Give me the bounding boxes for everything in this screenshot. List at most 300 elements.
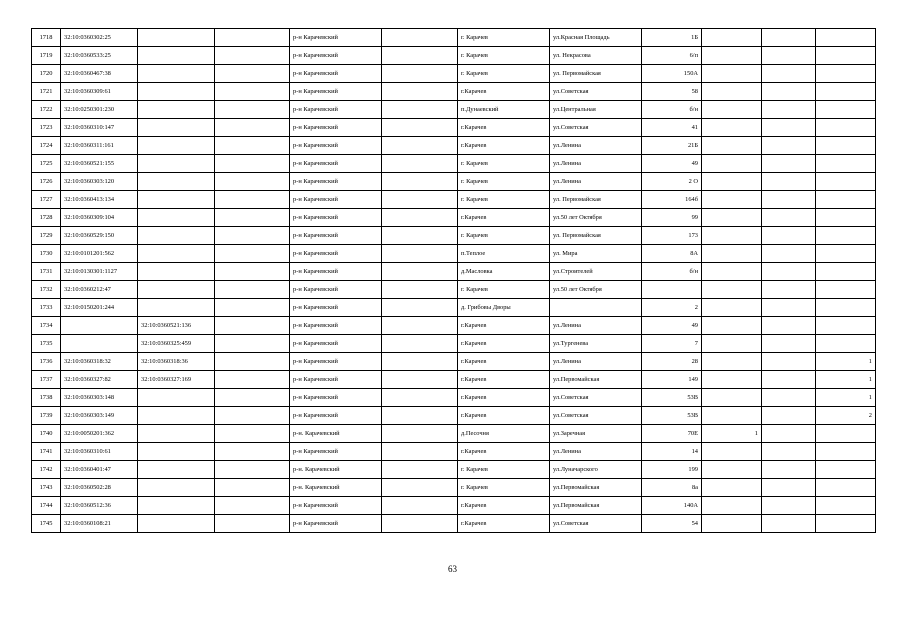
cell-row-number: 1743 bbox=[32, 479, 61, 497]
table-row bbox=[32, 47, 876, 65]
table-row bbox=[32, 371, 876, 389]
cell-cadastral-number: 32:10:0360318:32 bbox=[61, 353, 138, 371]
cell-house: 41 bbox=[642, 119, 702, 137]
cell-row-number: 1726 bbox=[32, 173, 61, 191]
cell-street: ул.Первомайская bbox=[550, 371, 642, 389]
cell-cadastral-number-alt bbox=[138, 119, 215, 137]
registry-table-body bbox=[32, 29, 876, 533]
cell-value-c bbox=[816, 191, 876, 209]
cell-value-a bbox=[702, 245, 762, 263]
cell-settlement: г. Карачев bbox=[458, 47, 550, 65]
cell-settlement: г.Карачев bbox=[458, 335, 550, 353]
table-row bbox=[32, 227, 876, 245]
cell-district: р-н. Карачевский bbox=[290, 479, 382, 497]
cell-cadastral-number-alt bbox=[138, 389, 215, 407]
cell-value-b bbox=[762, 425, 816, 443]
cell-value-a bbox=[702, 47, 762, 65]
cell-value-c bbox=[816, 209, 876, 227]
cell-house: 70Е bbox=[642, 425, 702, 443]
cell-street: ул. Первомайская bbox=[550, 191, 642, 209]
cell-empty-col bbox=[215, 191, 290, 209]
cell-district: р-н Карачевский bbox=[290, 47, 382, 65]
cell-empty-col bbox=[215, 119, 290, 137]
cell-cadastral-number: 32:10:0360309:61 bbox=[61, 83, 138, 101]
cell-house: 164б bbox=[642, 191, 702, 209]
cell-house: 140А bbox=[642, 497, 702, 515]
cell-value-a bbox=[702, 227, 762, 245]
cell-cadastral-number-alt bbox=[138, 497, 215, 515]
cell-district: р-н Карачевский bbox=[290, 101, 382, 119]
cell-empty-col-2 bbox=[382, 83, 458, 101]
cell-settlement: г. Карачев bbox=[458, 479, 550, 497]
cell-district: р-н Карачевский bbox=[290, 515, 382, 533]
cell-empty-col-2 bbox=[382, 65, 458, 83]
cell-value-b bbox=[762, 47, 816, 65]
table-row bbox=[32, 425, 876, 443]
cell-district: р-н Карачевский bbox=[290, 119, 382, 137]
cell-settlement: г.Карачев bbox=[458, 119, 550, 137]
cell-district: р-н Карачевский bbox=[290, 245, 382, 263]
cell-empty-col bbox=[215, 173, 290, 191]
cell-cadastral-number: 32:10:0360303:120 bbox=[61, 173, 138, 191]
cell-district: р-н Карачевский bbox=[290, 497, 382, 515]
table-row bbox=[32, 263, 876, 281]
cell-value-c bbox=[816, 299, 876, 317]
cell-house: б/н bbox=[642, 263, 702, 281]
cell-value-a bbox=[702, 317, 762, 335]
table-row bbox=[32, 191, 876, 209]
cell-value-c bbox=[816, 281, 876, 299]
cell-cadastral-number: 32:10:0360327:82 bbox=[61, 371, 138, 389]
cell-empty-col-2 bbox=[382, 443, 458, 461]
page-number: 63 bbox=[448, 564, 457, 574]
cell-street: ул.Первомайская bbox=[550, 497, 642, 515]
cell-settlement: г.Карачев bbox=[458, 371, 550, 389]
cell-district: р-н Карачевский bbox=[290, 317, 382, 335]
cell-row-number: 1721 bbox=[32, 83, 61, 101]
cell-empty-col bbox=[215, 497, 290, 515]
cell-empty-col bbox=[215, 299, 290, 317]
cell-value-a bbox=[702, 407, 762, 425]
cell-district: р-н Карачевский bbox=[290, 173, 382, 191]
table-row bbox=[32, 443, 876, 461]
cell-house: 149 bbox=[642, 371, 702, 389]
cell-settlement: г. Карачев bbox=[458, 173, 550, 191]
cell-district: р-н Карачевский bbox=[290, 443, 382, 461]
cell-cadastral-number-alt bbox=[138, 101, 215, 119]
cell-value-b bbox=[762, 371, 816, 389]
cell-value-b bbox=[762, 209, 816, 227]
cell-cadastral-number bbox=[61, 317, 138, 335]
cell-house: 99 bbox=[642, 209, 702, 227]
cell-empty-col-2 bbox=[382, 29, 458, 47]
cell-value-c bbox=[816, 317, 876, 335]
cell-value-a bbox=[702, 101, 762, 119]
cell-empty-col-2 bbox=[382, 281, 458, 299]
cell-street: ул.Ленина bbox=[550, 155, 642, 173]
cell-cadastral-number-alt bbox=[138, 461, 215, 479]
table-row bbox=[32, 83, 876, 101]
cell-district: р-н Карачевский bbox=[290, 371, 382, 389]
cell-street: ул.Советская bbox=[550, 407, 642, 425]
cell-row-number: 1744 bbox=[32, 497, 61, 515]
table-row bbox=[32, 101, 876, 119]
cell-house: б/н bbox=[642, 101, 702, 119]
cell-cadastral-number: 32:10:0360302:25 bbox=[61, 29, 138, 47]
cell-street: ул.50 лет Октября bbox=[550, 281, 642, 299]
cell-house: 2 bbox=[642, 299, 702, 317]
cell-value-b bbox=[762, 407, 816, 425]
table-row bbox=[32, 173, 876, 191]
cell-street: ул.Ленина bbox=[550, 443, 642, 461]
cell-row-number: 1734 bbox=[32, 317, 61, 335]
cell-street: ул.50 лет Октября bbox=[550, 209, 642, 227]
cell-house: 2 О bbox=[642, 173, 702, 191]
cell-street: ул.Красная Площадь bbox=[550, 29, 642, 47]
cell-value-a bbox=[702, 389, 762, 407]
cell-street: ул.Советская bbox=[550, 389, 642, 407]
cell-district: р-н Карачевский bbox=[290, 227, 382, 245]
cell-settlement: г.Карачев bbox=[458, 407, 550, 425]
table-row bbox=[32, 299, 876, 317]
cell-value-a bbox=[702, 461, 762, 479]
table-row bbox=[32, 209, 876, 227]
cell-house: 14 bbox=[642, 443, 702, 461]
cell-settlement: г.Карачев bbox=[458, 389, 550, 407]
cell-cadastral-number: 32:10:0360533:25 bbox=[61, 47, 138, 65]
cell-empty-col-2 bbox=[382, 335, 458, 353]
cell-settlement: г. Карачев bbox=[458, 29, 550, 47]
cell-value-b bbox=[762, 101, 816, 119]
cell-value-c bbox=[816, 443, 876, 461]
table-row bbox=[32, 389, 876, 407]
cell-cadastral-number: 32:10:0360512:36 bbox=[61, 497, 138, 515]
cell-row-number: 1740 bbox=[32, 425, 61, 443]
cell-house: 8а bbox=[642, 479, 702, 497]
cell-cadastral-number-alt bbox=[138, 425, 215, 443]
cell-row-number: 1718 bbox=[32, 29, 61, 47]
cell-value-a bbox=[702, 515, 762, 533]
cell-empty-col bbox=[215, 317, 290, 335]
cell-row-number: 1736 bbox=[32, 353, 61, 371]
cell-cadastral-number: 32:10:0250301:230 bbox=[61, 101, 138, 119]
cell-settlement: г. Карачев bbox=[458, 155, 550, 173]
cell-empty-col bbox=[215, 425, 290, 443]
cell-value-a bbox=[702, 443, 762, 461]
cell-value-a bbox=[702, 29, 762, 47]
cell-value-a bbox=[702, 65, 762, 83]
cell-empty-col bbox=[215, 389, 290, 407]
cell-cadastral-number: 32:10:0360303:148 bbox=[61, 389, 138, 407]
cell-street: ул.Ленина bbox=[550, 173, 642, 191]
cell-value-a bbox=[702, 479, 762, 497]
cell-empty-col-2 bbox=[382, 353, 458, 371]
cell-cadastral-number-alt bbox=[138, 263, 215, 281]
cell-value-a bbox=[702, 137, 762, 155]
cell-value-b bbox=[762, 515, 816, 533]
cell-cadastral-number: 32:10:0050201:362 bbox=[61, 425, 138, 443]
cell-empty-col bbox=[215, 443, 290, 461]
cell-empty-col bbox=[215, 83, 290, 101]
cell-cadastral-number: 32:10:0360309:104 bbox=[61, 209, 138, 227]
cell-value-c bbox=[816, 119, 876, 137]
cell-value-a bbox=[702, 191, 762, 209]
cell-street: ул.Луначарского bbox=[550, 461, 642, 479]
cell-empty-col-2 bbox=[382, 119, 458, 137]
cell-district: р-н. Карачевский bbox=[290, 461, 382, 479]
cell-value-c bbox=[816, 83, 876, 101]
cell-empty-col bbox=[215, 263, 290, 281]
cell-street: ул. Первомайская bbox=[550, 65, 642, 83]
cell-street: ул. Некрасова bbox=[550, 47, 642, 65]
cell-cadastral-number-alt: 32:10:0360521:136 bbox=[138, 317, 215, 335]
cell-cadastral-number-alt bbox=[138, 479, 215, 497]
cell-cadastral-number: 32:10:0360303:149 bbox=[61, 407, 138, 425]
cell-empty-col-2 bbox=[382, 227, 458, 245]
cell-settlement: г.Карачев bbox=[458, 443, 550, 461]
cell-house: 53В bbox=[642, 389, 702, 407]
cell-empty-col-2 bbox=[382, 173, 458, 191]
table-row bbox=[32, 119, 876, 137]
cell-cadastral-number: 32:10:0360529:150 bbox=[61, 227, 138, 245]
cell-house: 49 bbox=[642, 317, 702, 335]
cell-street: ул.Советская bbox=[550, 515, 642, 533]
cell-value-c: 1 bbox=[816, 371, 876, 389]
cell-empty-col-2 bbox=[382, 407, 458, 425]
cell-value-a bbox=[702, 119, 762, 137]
cell-value-a bbox=[702, 335, 762, 353]
cell-street: ул.Ленина bbox=[550, 317, 642, 335]
cell-settlement: г.Карачев bbox=[458, 317, 550, 335]
cell-value-a bbox=[702, 371, 762, 389]
cell-cadastral-number-alt bbox=[138, 191, 215, 209]
cell-street: ул.Центральная bbox=[550, 101, 642, 119]
cell-house: 54 bbox=[642, 515, 702, 533]
cell-empty-col bbox=[215, 101, 290, 119]
cell-empty-col bbox=[215, 137, 290, 155]
cell-settlement: г. Карачев bbox=[458, 461, 550, 479]
cell-street bbox=[550, 299, 642, 317]
cell-settlement: г.Карачев bbox=[458, 137, 550, 155]
cell-empty-col bbox=[215, 515, 290, 533]
table-row bbox=[32, 353, 876, 371]
table-row bbox=[32, 335, 876, 353]
cell-empty-col bbox=[215, 281, 290, 299]
cell-row-number: 1729 bbox=[32, 227, 61, 245]
cell-row-number: 1745 bbox=[32, 515, 61, 533]
cell-value-c bbox=[816, 29, 876, 47]
cell-empty-col bbox=[215, 479, 290, 497]
cell-row-number: 1727 bbox=[32, 191, 61, 209]
cell-cadastral-number-alt bbox=[138, 245, 215, 263]
cell-empty-col bbox=[215, 371, 290, 389]
table-row bbox=[32, 155, 876, 173]
cell-row-number: 1722 bbox=[32, 101, 61, 119]
cell-cadastral-number-alt bbox=[138, 137, 215, 155]
cell-empty-col-2 bbox=[382, 155, 458, 173]
cell-cadastral-number-alt bbox=[138, 227, 215, 245]
cell-value-a bbox=[702, 263, 762, 281]
cell-row-number: 1732 bbox=[32, 281, 61, 299]
cell-empty-col-2 bbox=[382, 191, 458, 209]
cell-value-c bbox=[816, 263, 876, 281]
cell-cadastral-number-alt bbox=[138, 281, 215, 299]
table-row bbox=[32, 137, 876, 155]
cell-cadastral-number: 32:10:0130301:1127 bbox=[61, 263, 138, 281]
cell-value-c bbox=[816, 137, 876, 155]
cell-empty-col bbox=[215, 47, 290, 65]
cell-value-b bbox=[762, 137, 816, 155]
cell-row-number: 1724 bbox=[32, 137, 61, 155]
cell-value-a bbox=[702, 173, 762, 191]
cell-house: 6/п bbox=[642, 47, 702, 65]
cell-district: р-н Карачевский bbox=[290, 29, 382, 47]
cell-settlement: г.Карачев bbox=[458, 83, 550, 101]
cell-cadastral-number-alt bbox=[138, 29, 215, 47]
cell-value-b bbox=[762, 461, 816, 479]
cell-house bbox=[642, 281, 702, 299]
cell-row-number: 1738 bbox=[32, 389, 61, 407]
cell-empty-col bbox=[215, 227, 290, 245]
cell-empty-col bbox=[215, 65, 290, 83]
table-row bbox=[32, 65, 876, 83]
cell-empty-col-2 bbox=[382, 425, 458, 443]
cell-value-a: 1 bbox=[702, 425, 762, 443]
cell-cadastral-number: 32:10:0360108:21 bbox=[61, 515, 138, 533]
cell-settlement: п.Дунаевский bbox=[458, 101, 550, 119]
cell-empty-col-2 bbox=[382, 389, 458, 407]
cell-value-c bbox=[816, 101, 876, 119]
cell-empty-col-2 bbox=[382, 137, 458, 155]
cell-empty-col-2 bbox=[382, 317, 458, 335]
cell-row-number: 1739 bbox=[32, 407, 61, 425]
cell-house: 199 bbox=[642, 461, 702, 479]
cell-value-b bbox=[762, 245, 816, 263]
cell-settlement: д.Песочня bbox=[458, 425, 550, 443]
cell-value-c bbox=[816, 497, 876, 515]
cell-settlement: г. Карачев bbox=[458, 281, 550, 299]
cell-street: ул.Советская bbox=[550, 83, 642, 101]
cell-value-b bbox=[762, 299, 816, 317]
table-row bbox=[32, 29, 876, 47]
table-row bbox=[32, 317, 876, 335]
cell-value-b bbox=[762, 389, 816, 407]
cell-empty-col-2 bbox=[382, 299, 458, 317]
cell-row-number: 1725 bbox=[32, 155, 61, 173]
cell-settlement: г.Карачев bbox=[458, 353, 550, 371]
cell-district: р-н Карачевский bbox=[290, 353, 382, 371]
cell-cadastral-number: 32:10:0360467:38 bbox=[61, 65, 138, 83]
cell-district: р-н Карачевский bbox=[290, 335, 382, 353]
table-row bbox=[32, 281, 876, 299]
cell-row-number: 1737 bbox=[32, 371, 61, 389]
cell-street: ул.Строителей bbox=[550, 263, 642, 281]
cell-district: р-н Карачевский bbox=[290, 299, 382, 317]
cell-cadastral-number: 32:10:0360521:155 bbox=[61, 155, 138, 173]
cell-district: р-н Карачевский bbox=[290, 389, 382, 407]
cell-value-c bbox=[816, 461, 876, 479]
cell-value-b bbox=[762, 353, 816, 371]
cell-house: 8А bbox=[642, 245, 702, 263]
cell-empty-col bbox=[215, 29, 290, 47]
cell-cadastral-number: 32:10:0360212:47 bbox=[61, 281, 138, 299]
table-row bbox=[32, 461, 876, 479]
cell-settlement: г. Карачев bbox=[458, 65, 550, 83]
cell-empty-col-2 bbox=[382, 461, 458, 479]
cell-value-b bbox=[762, 173, 816, 191]
table-row bbox=[32, 497, 876, 515]
cell-empty-col bbox=[215, 209, 290, 227]
cell-district: р-н Карачевский bbox=[290, 191, 382, 209]
cell-district: р-н Карачевский bbox=[290, 65, 382, 83]
cell-empty-col bbox=[215, 245, 290, 263]
cell-value-c bbox=[816, 155, 876, 173]
cell-value-c bbox=[816, 173, 876, 191]
cell-value-b bbox=[762, 497, 816, 515]
cell-value-c bbox=[816, 227, 876, 245]
cell-value-a bbox=[702, 281, 762, 299]
cell-row-number: 1728 bbox=[32, 209, 61, 227]
cell-row-number: 1720 bbox=[32, 65, 61, 83]
cell-row-number: 1723 bbox=[32, 119, 61, 137]
cell-cadastral-number bbox=[61, 335, 138, 353]
cell-cadastral-number-alt bbox=[138, 155, 215, 173]
cell-cadastral-number-alt bbox=[138, 515, 215, 533]
cell-empty-col-2 bbox=[382, 263, 458, 281]
cell-empty-col-2 bbox=[382, 515, 458, 533]
cell-street: ул.Тургенева bbox=[550, 335, 642, 353]
cell-value-c bbox=[816, 515, 876, 533]
cell-value-b bbox=[762, 227, 816, 245]
cell-value-c bbox=[816, 425, 876, 443]
cell-row-number: 1719 bbox=[32, 47, 61, 65]
cell-cadastral-number: 32:10:0360413:134 bbox=[61, 191, 138, 209]
cell-value-b bbox=[762, 281, 816, 299]
cell-row-number: 1742 bbox=[32, 461, 61, 479]
cell-empty-col-2 bbox=[382, 497, 458, 515]
table-row bbox=[32, 479, 876, 497]
cell-district: р-н Карачевский bbox=[290, 137, 382, 155]
cell-street: ул. Первомайская bbox=[550, 227, 642, 245]
cell-value-b bbox=[762, 443, 816, 461]
table-row bbox=[32, 245, 876, 263]
cell-empty-col-2 bbox=[382, 371, 458, 389]
cell-value-c: 2 bbox=[816, 407, 876, 425]
cell-empty-col bbox=[215, 335, 290, 353]
cell-row-number: 1730 bbox=[32, 245, 61, 263]
cell-row-number: 1735 bbox=[32, 335, 61, 353]
registry-table bbox=[31, 28, 876, 533]
cell-cadastral-number: 32:10:0150201:244 bbox=[61, 299, 138, 317]
cell-street: ул.Первомайская bbox=[550, 479, 642, 497]
cell-value-b bbox=[762, 29, 816, 47]
cell-empty-col-2 bbox=[382, 209, 458, 227]
cell-value-b bbox=[762, 119, 816, 137]
cell-value-c bbox=[816, 65, 876, 83]
cell-value-c: 1 bbox=[816, 353, 876, 371]
cell-cadastral-number-alt bbox=[138, 407, 215, 425]
cell-street: ул.Советская bbox=[550, 119, 642, 137]
cell-street: ул.Заречная bbox=[550, 425, 642, 443]
cell-cadastral-number-alt bbox=[138, 173, 215, 191]
cell-street: ул.Ленина bbox=[550, 353, 642, 371]
cell-district: р-н Карачевский bbox=[290, 281, 382, 299]
cell-cadastral-number-alt: 32:10:0360325:459 bbox=[138, 335, 215, 353]
cell-cadastral-number: 32:10:0360401:47 bbox=[61, 461, 138, 479]
cell-cadastral-number: 32:10:0360311:161 bbox=[61, 137, 138, 155]
cell-settlement: г. Карачев bbox=[458, 191, 550, 209]
cell-empty-col bbox=[215, 155, 290, 173]
